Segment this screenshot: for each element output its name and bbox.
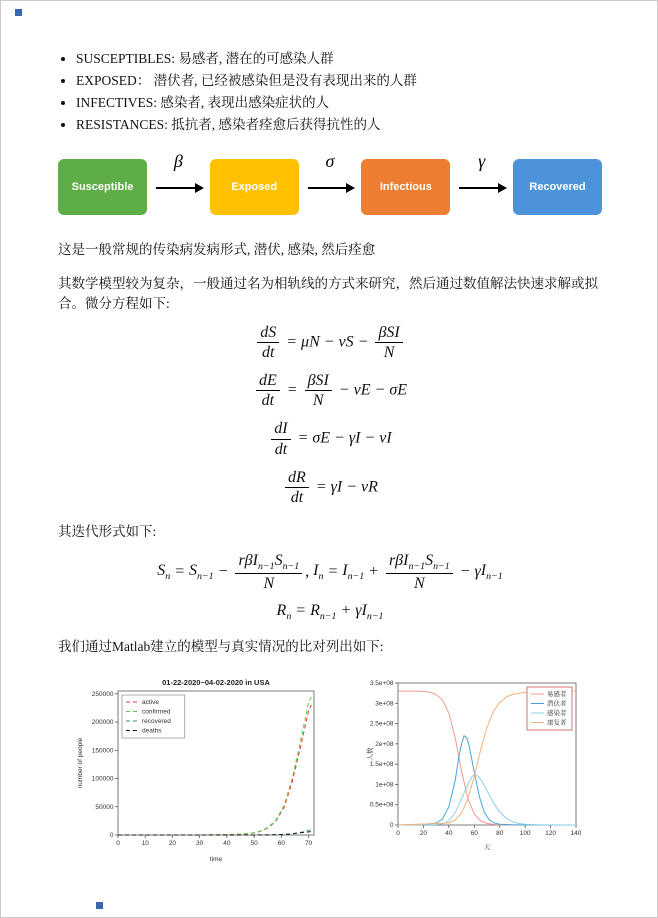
svg-text:120: 120	[545, 829, 557, 837]
svg-text:active: active	[142, 698, 159, 706]
paragraph-matlab-description: 我们通过Matlab建立的模型与真实情况的比对列出如下:	[58, 639, 384, 655]
svg-text:recovered: recovered	[142, 717, 171, 725]
arrow-icon	[459, 187, 498, 189]
chart-legend	[122, 695, 185, 738]
svg-text:0: 0	[109, 831, 114, 839]
fraction: $\frac{r\beta I_{n-1}S_{n-1}}{N}$	[386, 551, 453, 593]
svg-text:天: 天	[483, 843, 491, 851]
svg-text:60: 60	[470, 829, 478, 837]
rate-label: γ	[478, 150, 486, 171]
svg-text:20: 20	[168, 839, 177, 847]
definition-item: • RESISTANCES: 抵抗者, 感染者痊愈后获得抗性的人	[76, 115, 602, 135]
svg-text:3e+08: 3e+08	[375, 699, 394, 707]
differential-equations-block	[58, 323, 602, 508]
node-recovered: Recovered	[513, 159, 602, 215]
svg-text:60: 60	[277, 839, 285, 847]
flow-arrow	[304, 150, 357, 215]
node-exposed: Exposed	[210, 159, 299, 215]
page-top-marker-icon	[15, 9, 22, 16]
paragraph-model-description: 其数学模型较为复杂，一般通过名为相轨线的方式来研究，然后通过数值解法快速求解或拟合。微分方程如下:	[58, 276, 598, 311]
fraction: $\frac{r\beta I_{n-1}S_{n-1}}{N}$	[235, 551, 302, 593]
flow-arrow	[455, 150, 508, 215]
svg-text:10: 10	[141, 839, 149, 847]
svg-text:1e+08: 1e+08	[375, 781, 394, 789]
svg-text:感染者: 感染者	[547, 709, 567, 717]
iterative-equations-block	[58, 551, 602, 622]
svg-text:40: 40	[223, 839, 231, 847]
svg-text:40: 40	[445, 829, 453, 837]
equation: $R_n = R_{n-1} + \gamma I_{n-1}$	[276, 601, 384, 623]
chart-legend	[527, 687, 572, 730]
svg-text:time: time	[209, 855, 223, 863]
seir-simulation-line-chart	[362, 673, 584, 851]
svg-text:0: 0	[396, 829, 400, 837]
svg-text:0.5e+08: 0.5e+08	[369, 801, 394, 809]
svg-text:confirmed: confirmed	[142, 708, 171, 716]
paragraph-iterative-label: 其迭代形式如下:	[58, 524, 157, 540]
equation: $\frac{dS}{dt}$ = μN − νS − $\frac{\text{βSI}}{N}$	[58, 323, 602, 362]
node-infectious: Infectious	[361, 159, 450, 215]
fraction: $\frac{dE}{dt}$	[256, 371, 280, 410]
fraction: $\frac{\text{βSI}}{N}$	[305, 371, 332, 410]
fraction: $\frac{dI}{dt}$	[271, 419, 290, 458]
svg-text:康复者: 康复者	[547, 719, 567, 727]
svg-text:潜伏者: 潜伏者	[547, 700, 567, 708]
page-bottom-marker-icon	[96, 902, 103, 909]
charts-row	[72, 673, 602, 863]
document-content	[1, 1, 657, 863]
svg-text:deaths: deaths	[142, 727, 162, 735]
svg-text:0: 0	[389, 821, 394, 829]
equation: $S_n = S_{n-1}$ − $\frac{r\beta I_{n-1}S_{n-1}}{N}$ , $I_n = I_{n-1}$ + $\frac{r\beta I_{n-1}S_{n-1}}{N}$ − $\gamma I_{n-1}$	[157, 551, 503, 592]
svg-text:2e+08: 2e+08	[375, 740, 394, 748]
svg-text:0: 0	[116, 839, 120, 847]
svg-text:1.5e+08: 1.5e+08	[369, 760, 394, 768]
fraction: $\frac{\text{βSI}}{N}$	[375, 323, 402, 362]
svg-text:人数: 人数	[367, 747, 374, 761]
svg-text:140: 140	[570, 829, 582, 837]
svg-text:number of people: number of people	[77, 737, 84, 788]
arrow-icon	[156, 187, 195, 189]
paragraph-flow-description: 这是一般常规的传染病发病形式, 潜伏, 感染, 然后痊愈	[58, 241, 376, 257]
svg-text:30: 30	[196, 839, 204, 847]
fraction: $\frac{dR}{dt}$	[285, 468, 309, 507]
svg-text:80: 80	[496, 829, 504, 837]
definition-item: • EXPOSED： 潜伏者, 已经被感染但是没有表现出来的人群	[76, 71, 602, 91]
svg-text:250000: 250000	[91, 690, 114, 698]
definitions-list	[58, 49, 602, 135]
arrow-icon	[308, 187, 347, 189]
svg-text:2.5e+08: 2.5e+08	[369, 720, 394, 728]
svg-text:100000: 100000	[91, 775, 114, 783]
svg-text:20: 20	[419, 829, 428, 837]
usa-covid-line-chart	[72, 673, 324, 863]
node-susceptible: Susceptible	[58, 159, 147, 215]
svg-text:150000: 150000	[91, 746, 114, 754]
definition-item: • SUSCEPTIBLES: 易感者, 潜在的可感染人群	[76, 49, 602, 69]
svg-text:50: 50	[250, 839, 258, 847]
svg-text:100: 100	[519, 829, 531, 837]
svg-text:3.5e+08: 3.5e+08	[369, 679, 394, 687]
svg-text:01-22-2020~04-02-2020 in USA: 01-22-2020~04-02-2020 in USA	[162, 677, 270, 687]
equation: $\frac{dR}{dt}$ = γI − νR	[58, 468, 602, 507]
svg-text:易感者: 易感者	[547, 690, 567, 698]
svg-text:50000: 50000	[95, 803, 114, 811]
seir-flow-diagram	[58, 150, 602, 215]
equation: $\frac{dI}{dt}$ = σE − γI − νI	[58, 419, 602, 458]
rate-label: β	[173, 150, 183, 171]
fraction: $\frac{dS}{dt}$	[257, 323, 279, 362]
equation: $\frac{dE}{dt}$ = $\frac{\text{βSI}}{N}$ − νE − σE	[58, 371, 602, 410]
svg-text:200000: 200000	[91, 718, 114, 726]
rate-label: σ	[325, 150, 335, 171]
svg-text:70: 70	[304, 839, 313, 847]
definition-item: • INFECTIVES: 感染者, 表现出感染症状的人	[76, 93, 602, 113]
flow-arrow	[152, 150, 205, 215]
